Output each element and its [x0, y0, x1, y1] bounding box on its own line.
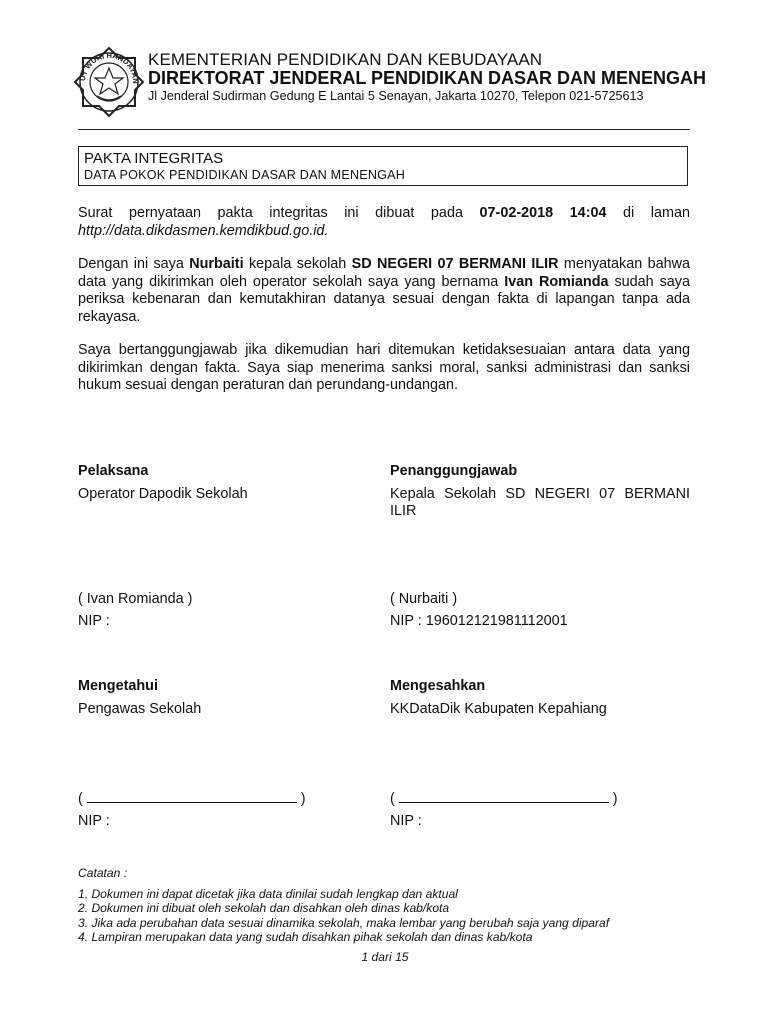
directorate-name: DIREKTORAT JENDERAL PENDIDIKAN DASAR DAN MENENGAH — [148, 68, 707, 88]
note-item: 4. Lampiran merupakan data yang sudah disahkan pihak sekolah dan dinas kab/kota — [78, 930, 533, 945]
mengetahui-label: Mengetahui — [78, 678, 158, 694]
mengetahui-role: Pengawas Sekolah — [78, 700, 202, 717]
penanggungjawab-label: Penanggungjawab — [390, 463, 518, 479]
mengetahui-block — [78, 678, 378, 718]
principal-name: Nurbaiti — [189, 256, 244, 272]
notes-block — [78, 866, 609, 945]
mengesahkan-nip: NIP : — [390, 812, 422, 829]
mengetahui-sign — [78, 790, 378, 830]
notes-title: Catatan : — [78, 866, 128, 880]
note-item: 3. Jika ada perubahan data sesuai dinamika sekolah, maka lembar yang berubah saja yang diparaf — [78, 915, 610, 930]
document-heading-box — [78, 146, 688, 186]
document-subtitle: DATA POKOK PENDIDIKAN DASAR DAN MENENGAH — [84, 168, 406, 182]
p1-url: http://data.dikdasmen.kemdikbud.go.id. — [78, 222, 329, 239]
pelaksana-sign — [78, 591, 378, 630]
paren-close: ) — [300, 791, 306, 807]
address: Jl Jenderal Sudirman Gedung E Lantai 5 Senayan, Jakarta 10270, Telepon 021-5725613 — [148, 89, 644, 103]
mengesahkan-name-line — [390, 790, 690, 809]
pelaksana-nip: NIP : — [78, 612, 110, 629]
header-rule — [78, 129, 690, 130]
pelaksana-label: Pelaksana — [78, 463, 149, 479]
operator-name: Ivan Romianda — [504, 273, 609, 290]
mengesahkan-block — [390, 678, 690, 718]
p2-text-c: menyatakan bahwa data yang dikirimkan oleh operator sekolah saya yang bernama — [78, 256, 690, 290]
p2-text-d: sudah saya periksa kebenaran dan kemutakhiran datanya sesuai dengan fakta di lapangan tanpa ada rekayasa. — [78, 273, 690, 325]
document-title: PAKTA INTEGRITAS — [84, 150, 224, 167]
p1-text-mid: di laman — [606, 205, 691, 221]
paren-close: ) — [612, 791, 618, 807]
pelaksana-block — [78, 463, 378, 503]
svg-text:TUT WURI HANDAYANI: UT WURI HANDAYAN — [77, 50, 141, 84]
paragraph-3: Saya bertanggungjawab jika dikemudian hari ditemukan ketidaksesuaian antara data yang dikirimkan dengan fakta. Saya siap menerima sanksi moral, sanksi administrasi dan sanksi hukum sesuai dengan peraturan dan perundang-undangan. — [78, 342, 690, 394]
paren-open: ( — [390, 791, 395, 807]
signature-blank-line — [87, 790, 297, 803]
ministry-name: KEMENTERIAN PENDIDIKAN DAN KEBUDAYAAN — [148, 50, 543, 69]
page-number: 1 dari 15 — [361, 950, 409, 964]
penanggungjawab-name: ( Nurbaiti ) — [390, 591, 458, 607]
p1-text: Surat pernyataan pakta integritas ini dibuat pada — [78, 205, 480, 221]
tut-wuri-handayani-logo — [73, 46, 145, 118]
paren-open: ( — [78, 791, 83, 807]
penanggungjawab-sign — [390, 591, 690, 630]
p2-text-b: kepala sekolah — [243, 256, 352, 272]
mengetahui-name-line — [78, 790, 378, 809]
penanggungjawab-nip: NIP : 196012121981112001 — [390, 612, 568, 629]
penanggungjawab-block — [390, 463, 690, 521]
pelaksana-role: Operator Dapodik Sekolah — [78, 485, 248, 502]
mengesahkan-label: Mengesahkan — [390, 678, 486, 694]
mengetahui-nip: NIP : — [78, 812, 110, 829]
paragraph-1 — [78, 205, 690, 240]
note-item: 1. Dokumen ini dapat dicetak jika data dinilai sudah lengkap dan aktual — [78, 886, 458, 901]
note-item: 2. Dokumen ini dibuat oleh sekolah dan disahkan oleh dinas kab/kota — [78, 901, 450, 916]
mengesahkan-sign — [390, 790, 690, 830]
signature-blank-line — [399, 790, 609, 803]
p1-datetime: 07-02-2018 14:04 — [479, 205, 607, 221]
mengesahkan-role: KKDataDik Kabupaten Kepahiang — [390, 700, 607, 717]
penanggungjawab-role: Kepala Sekolah SD NEGERI 07 BERMANI ILIR — [390, 485, 690, 520]
p2-text-a: Dengan ini saya — [78, 256, 190, 272]
school-name: SD NEGERI 07 BERMANI ILIR — [351, 256, 559, 272]
pelaksana-name: ( Ivan Romianda ) — [78, 591, 193, 607]
paragraph-2 — [78, 256, 690, 326]
